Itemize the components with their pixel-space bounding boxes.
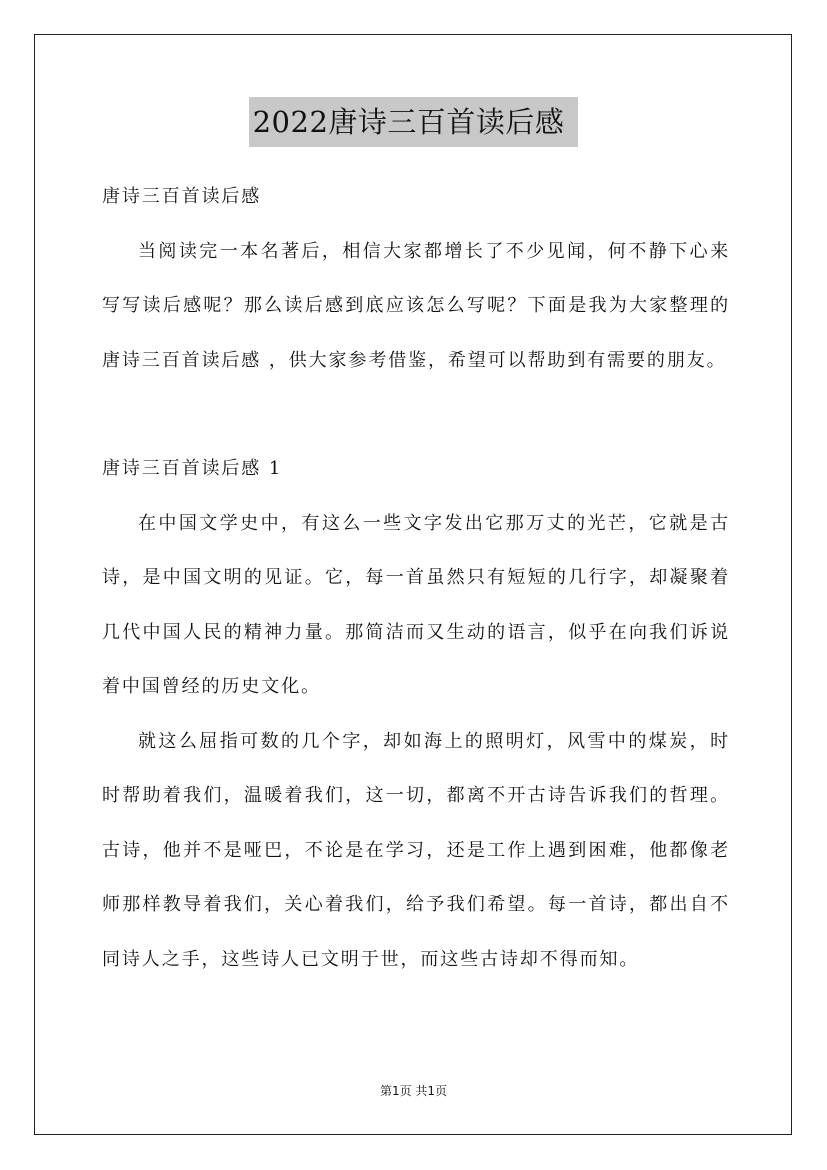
- document-title: [0, 97, 827, 147]
- document-title-text: 2022唐诗三百首读后感: [249, 97, 579, 147]
- intro-paragraph: 当阅读完一本名著后，相信大家都增长了不少见闻，何不静下心来写写读后感呢？那么读后感到底应该怎么写呢？下面是我为大家整理的唐诗三百首读后感 ，供大家参考借鉴，希望可以帮助到有需要的朋友。: [102, 240, 730, 371]
- section-heading-1: 唐诗三百首读后感 1: [102, 458, 283, 479]
- page-number-footer: 第1页 共1页: [379, 1084, 448, 1098]
- section-heading: 唐诗三百首读后感: [102, 186, 262, 207]
- body-paragraph-2: 就这么屈指可数的几个字，却如海上的照明灯，风雪中的煤炭，时时帮助着我们，温暖着我们，这一切，都离不开古诗告诉我们的哲理。古诗，他并不是哑巴，不论是在学习，还是工作上遇到困难，他都像老师那样教导着我们，关心着我们，给予我们希望。每一首诗，都出自不同诗人之手，这些诗人已文明于世，而这些古诗却不得而知。: [102, 730, 730, 970]
- document-body: [102, 170, 730, 987]
- body-paragraph-1: 在中国文学史中，有这么一些文字发出它那万丈的光芒，它就是古诗，是中国文明的见证。它，每一首虽然只有短短的几行字，却凝聚着几代中国人民的精神力量。那简洁而又生动的语言，似乎在向我们诉说着中国曾经的历史文化。: [102, 512, 730, 697]
